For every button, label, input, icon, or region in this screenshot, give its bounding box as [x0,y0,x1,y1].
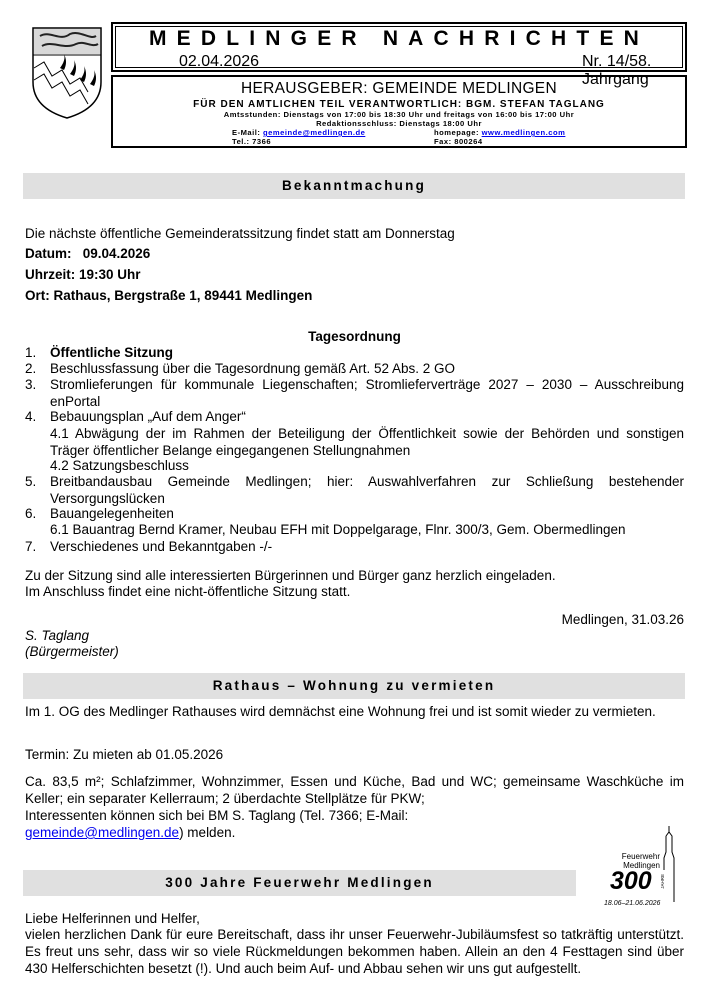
helper-greeting: Liebe Helferinnen und Helfer, [25,911,200,926]
coat-of-arms-logo [30,24,104,120]
meeting-intro: Die nächste öffentliche Gemeinderatssitzung findet statt am Donnerstag [25,226,455,241]
agenda-list: 1. Öffentliche Sitzung 2. Beschlussfassung über die Tagesordnung gemäß Art. 52 Abs. 2 GO 3. Stromlieferungen für kommunale Liegenschaften; Stromlieferverträge 2027 – 2030 – Ausschreibung enPortal 4. Bebauungsplan „Auf dem Anger“ 4.1 Abwägung der im Rahmen der Beteiligung der Öffentlichkeit sowie der Behörden und sonstigen Träger öffentlicher Belange eingegangenen Stellungnahmen 4.2 Satzungsbeschluss 5. Breitbandausbau Gemeinde Medlingen; hier: Auswahlverfahren zur Schließung bestehender Versorgungslücken 6. Bauangelegenheiten 6.1 Bauantrag Bernd Kramer, Neubau EFH mit Doppelgarage, Flnr. 300/3, Gem. Obermedlingen 7. Verschiedenes und Bekanntgaben -/- [25,345,684,554]
apartment-details: Ca. 83,5 m²; Schlafzimmer, Wohnzimmer, Essen und Küche, Bad und WC; gemeinsame Waschküche im Keller; ein separater Kellerraum; 2 überdachte Stellplätze für PKW; [25,774,684,806]
section-heading-bekanntmachung: Bekanntmachung [23,173,685,199]
email-contact [232,128,365,146]
publisher: HERAUSGEBER: GEMEINDE MEDLINGEN [241,80,557,97]
issue-number: Nr. 14/58. Jahrgang [582,53,652,88]
email-link[interactable]: gemeinde@medlingen.de [263,128,366,137]
meeting-time: Uhrzeit: 19:30 Uhr [25,267,141,282]
helper-body: vielen herzlichen Dank für eure Bereitschaft, dass ihr unser Feuerwehr-Jubiläumsfest so tatkräftig unterstützt. Es freut uns sehr, dass wir so viele Rückmeldungen bekommen haben. Allein an den 4 Festtagen sind über 430 Helferschichten besetzt (!). Und auch beim Auf- und Abbau sehen wir uns gut aufgestellt. [25,927,684,976]
meeting-location: Ort: Rathaus, Bergstraße 1, 89441 Medlingen [25,288,313,303]
feuerwehr-300-logo [600,826,690,914]
place-date: Medlingen, 31.03.26 [561,612,684,627]
homepage-link[interactable]: www.medlingen.com [481,128,566,137]
invitation-text: Zu der Sitzung sind alle interessierten Bürgerinnen und Bürger ganz herzlich eingeladen. [25,568,556,583]
apartment-contact: Interessenten können sich bei BM S. Taglang (Tel. 7366; E-Mail: gemeinde@medlingen.de) melden. [25,808,409,840]
tel: Tel.: 7366 [232,137,272,146]
responsible: FÜR DEN AMTLICHEN TEIL VERANTWORTLICH: BGM. STEFAN TAGLANG [193,99,605,110]
homepage-contact [434,128,565,146]
section-heading-feuerwehr: 300 Jahre Feuerwehr Medlingen [23,870,576,896]
fax: Fax: 800264 [434,137,483,146]
section-heading-wohnung: Rathaus – Wohnung zu vermieten [23,673,685,699]
homepage-label: homepage: [434,128,480,137]
logo-dates: 18.06–21.06.2026 [604,900,661,907]
newspaper-title: MEDLINGER NACHRICHTEN [148,27,650,50]
apartment-email-link[interactable]: gemeinde@medlingen.de [25,825,180,840]
logo-jahre: JAHRE [660,874,665,889]
agenda-title: Tagesordnung [308,329,401,344]
logo-text: Feuerwehr Medlingen [621,852,660,870]
logo-number: 300 [610,867,652,895]
email-label: E-Mail: [232,128,261,137]
signer-name: S. Taglang [25,628,90,643]
editorial-deadline: Redaktionsschluss: Dienstags 18:00 Uhr [316,119,482,128]
meeting-date: Datum: 09.04.2026 [25,246,151,261]
apartment-intro: Im 1. OG des Medlinger Rathauses wird demnächst eine Wohnung frei und ist somit wieder zu vermieten. [25,704,656,719]
signer-role: (Bürgermeister) [25,644,119,659]
apartment-date: Termin: Zu mieten ab 01.05.2026 [25,747,224,762]
tower-icon [660,826,678,902]
non-public-note: Im Anschluss findet eine nicht-öffentliche Sitzung statt. [25,584,351,599]
issue-date: 02.04.2026 [179,53,260,70]
masthead-title-box [111,22,687,88]
office-hours: Amtsstunden: Dienstags von 17:00 bis 18:30 Uhr und freitags von 16:00 bis 17:00 Uhr [223,110,575,119]
masthead-info-box [111,75,687,148]
